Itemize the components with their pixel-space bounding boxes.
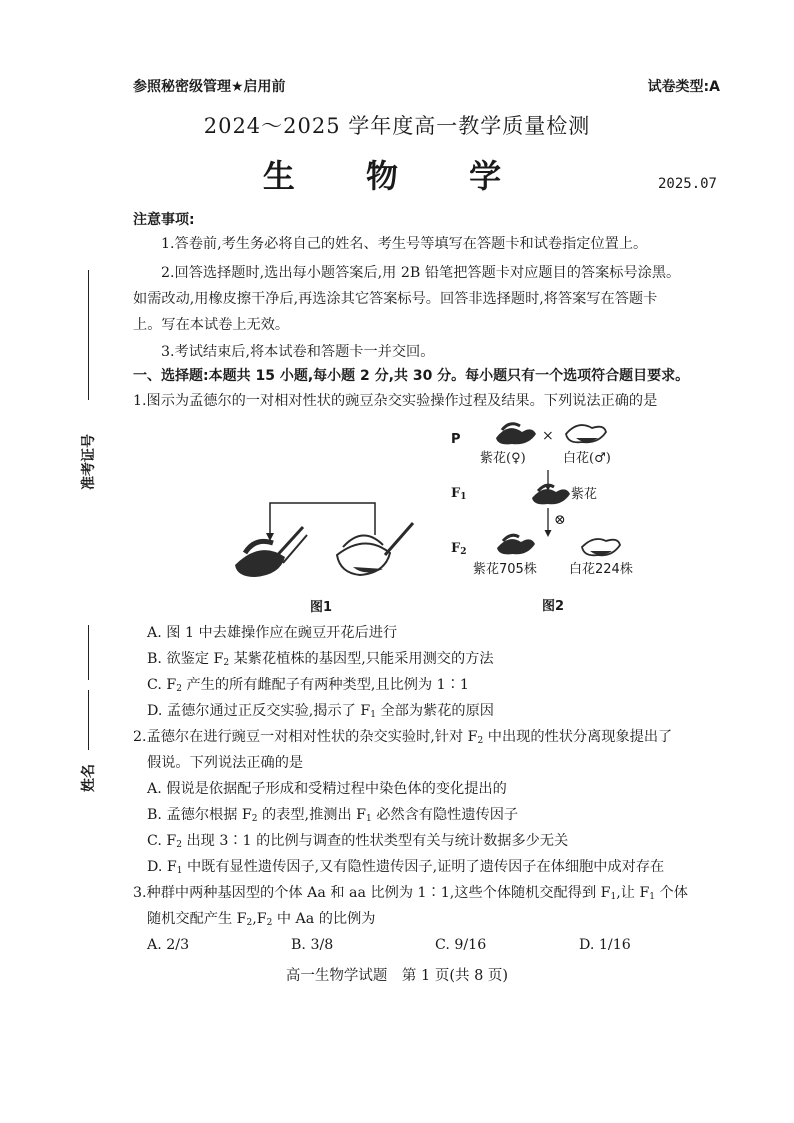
section-1-heading: 一、选择题:本题共 15 小题,每小题 2 分,共 30 分。每小题只有一个选项符合题目要求。 bbox=[133, 368, 690, 384]
notice-line-1: 1.答卷前,考生务必将自己的姓名、考生号等填写在答题卡和试卷指定位置上。 bbox=[161, 236, 648, 252]
id-number-label: 准考证号 bbox=[81, 434, 97, 490]
notice-line-5: 3.考试结束后,将本试卷和答题卡一并交回。 bbox=[161, 344, 435, 360]
notice-heading: 注意事项: bbox=[133, 212, 195, 228]
q1-stem: 1.图示为孟德尔的一对相对性状的豌豆杂交实验操作过程及结果。下列说法正确的是 bbox=[133, 393, 658, 409]
f2-white-flower-icon bbox=[578, 533, 622, 559]
q2-stem-line-1: 2.孟德尔在进行豌豆一对相对性状的杂交实验时,针对 $F_2$ 中出现的性状分离现象提出了 bbox=[133, 729, 673, 746]
confidential-label: 参照秘密级管理★启用前 bbox=[133, 79, 286, 95]
white-parent-flower-icon bbox=[562, 418, 608, 446]
id-number-line bbox=[88, 270, 89, 400]
f2-generation-label: $F_2$ bbox=[451, 541, 467, 557]
q3-stem-line-2: 随机交配产生 $F_2,F_2$ 中 Aa 的比例为 bbox=[147, 911, 376, 928]
purple-parent-flower-icon bbox=[492, 420, 538, 448]
q1-option-a: A. 图 1 中去雄操作应在豌豆开花后进行 bbox=[147, 625, 398, 641]
f2-white-count: 白花224株 bbox=[569, 562, 633, 577]
parent-white-label: 白花(♂) bbox=[563, 451, 611, 466]
q2-option-c: C. $F_2$ 出现 3∶1 的比例与调查的性状类型有关与统计数据多少无关 bbox=[147, 833, 569, 850]
q2-option-a: A. 假说是依据配子形成和受精过程中染色体的变化提出的 bbox=[147, 781, 507, 797]
parent-purple-label: 紫花(♀) bbox=[480, 451, 526, 466]
f2-purple-count: 紫花705株 bbox=[473, 562, 537, 577]
notice-line-4: 上。写在本试卷上无效。 bbox=[133, 317, 290, 333]
q2-option-b: B. 孟德尔根据 $F_2$ 的表型,推测出 $F_1$ 必然含有隐性遗传因子 bbox=[147, 807, 519, 824]
paper-type: 试卷类型:A bbox=[647, 79, 720, 95]
notice-line-3: 如需改动,用橡皮擦干净后,再选涂其它答案标号。回答非选择题时,将答案写在答题卡 bbox=[133, 291, 658, 307]
f1-purple-label: 紫花 bbox=[571, 487, 598, 502]
p-generation-label: P bbox=[451, 432, 461, 447]
q1-option-d: D. 孟德尔通过正反交实验,揭示了 $F_1$ 全部为紫花的原因 bbox=[147, 703, 494, 720]
q2-stem-line-2: 假说。下列说法正确的是 bbox=[147, 755, 304, 771]
q2-option-d: D. $F_1$ 中既有显性遗传因子,又有隐性遗传因子,证明了遗传因子在体细胞中成对存在 bbox=[147, 859, 665, 876]
self-cross-symbol: ⊗ bbox=[554, 512, 566, 528]
f1-purple-flower-icon bbox=[528, 482, 572, 508]
figure-1-label: 图1 bbox=[310, 600, 333, 615]
q3-option-b: B. 3/8 bbox=[291, 937, 334, 953]
name-line-upper bbox=[88, 625, 89, 680]
f2-purple-flower-icon bbox=[493, 532, 537, 558]
exam-title: 2024～2025 学年度高一教学质量检测 bbox=[203, 114, 591, 138]
notice-line-2: 2.回答选择题时,选出每小题答案后,用 2B 铅笔把答题卡对应题目的答案标号涂黑。 bbox=[161, 265, 681, 281]
figure-2-label: 图2 bbox=[542, 599, 565, 614]
exam-date: 2025.07 bbox=[657, 176, 717, 192]
q1-option-c: C. $F_2$ 产生的所有雌配子有两种类型,且比例为 1∶1 bbox=[147, 677, 469, 694]
figure-1 bbox=[225, 495, 425, 595]
subject-title: 生 物 学 bbox=[262, 157, 532, 195]
q3-option-d: D. 1/16 bbox=[579, 937, 631, 953]
q3-option-a: A. 2/3 bbox=[147, 937, 190, 953]
cross-symbol: × bbox=[542, 428, 554, 444]
q3-stem-line-1: 3.种群中两种基因型的个体 Aa 和 aa 比例为 1∶1,这些个体随机交配得到 $F_1$,让 $F_1$ 个体 bbox=[133, 885, 688, 902]
arrow-f1-to-f2 bbox=[543, 508, 553, 538]
page-footer: 高一生物学试题 第 1 页(共 8 页) bbox=[285, 968, 509, 984]
q3-option-c: C. 9/16 bbox=[435, 937, 487, 953]
f1-generation-label: $F_1$ bbox=[451, 486, 467, 502]
name-line bbox=[88, 690, 89, 750]
name-label: 姓名 bbox=[81, 764, 97, 792]
q1-option-b: B. 欲鉴定 $F_2$ 某紫花植株的基因型,只能采用测交的方法 bbox=[147, 651, 494, 668]
